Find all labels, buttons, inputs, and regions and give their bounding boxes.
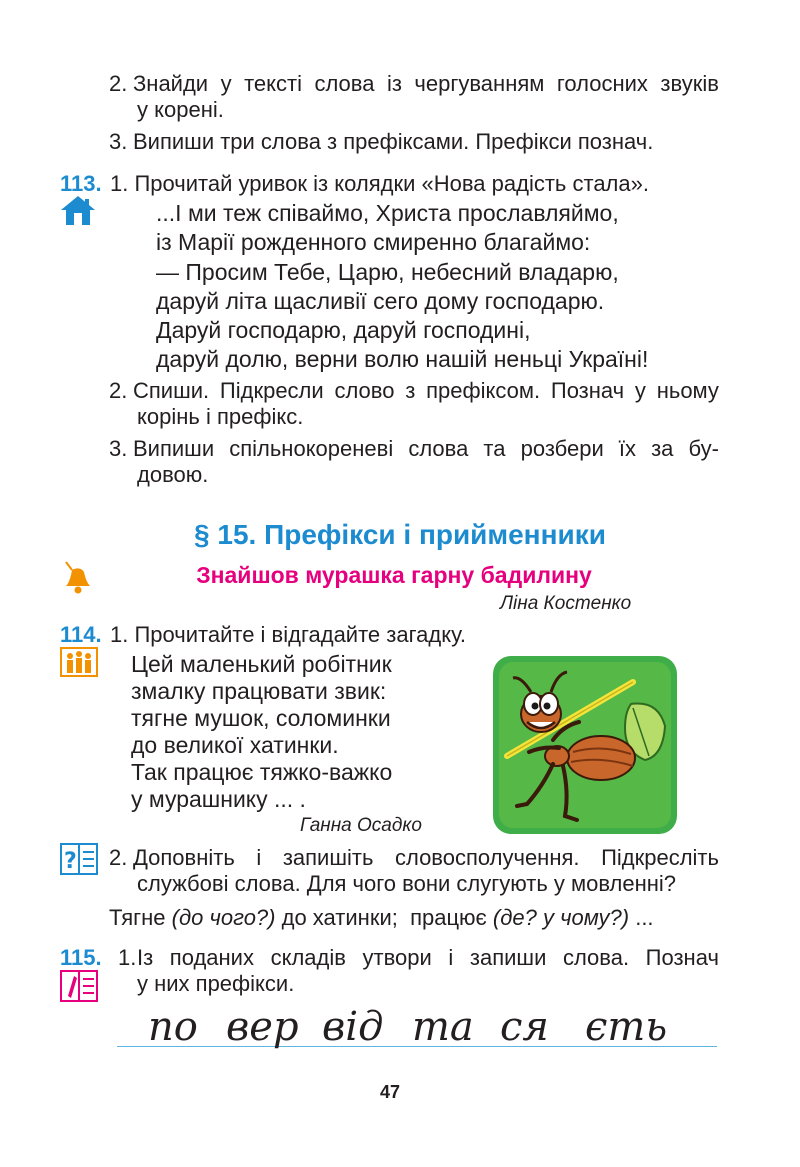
page-number: 47 xyxy=(380,1082,401,1102)
poem-line: ...І ми теж співаймо, Христа прославляймо, xyxy=(156,200,619,226)
word: Познач xyxy=(645,945,719,970)
word: слово xyxy=(334,378,395,403)
word: запишіть xyxy=(282,845,374,870)
word: і xyxy=(256,845,262,870)
word: та xyxy=(483,436,506,461)
poem-line: Так працює тяжко-важко xyxy=(131,759,393,785)
word: Із xyxy=(137,945,154,970)
exercise-114-task-2-number: 2. xyxy=(109,845,128,870)
syllable: по xyxy=(148,1004,198,1050)
poem-line: Цей маленький робітник xyxy=(131,651,392,677)
word: слова. xyxy=(562,945,630,970)
epigraph: Знайшов мурашка гарну бадилину xyxy=(196,562,592,588)
word: Спиши. xyxy=(133,378,210,403)
word: бу- xyxy=(688,436,719,461)
example-phrase xyxy=(109,905,654,931)
word: Випиши xyxy=(133,436,215,461)
riddle-poem xyxy=(131,651,392,813)
question-book-icon xyxy=(60,843,98,875)
exercise-114-task-2-line-2: службові слова. Для чого вони слугують у мовленні? xyxy=(137,871,677,896)
word: голосних xyxy=(556,71,648,96)
exercise-113-task-2-line-1 xyxy=(133,378,719,404)
writing-book-icon xyxy=(60,970,98,1002)
poem-line: змалку працювати звик: xyxy=(131,678,387,704)
word: звуків xyxy=(660,71,719,96)
word: складів xyxy=(270,945,346,970)
exercise-113-task-3-number: 3. xyxy=(109,436,128,461)
poem-line: Даруй господарю, даруй господині, xyxy=(156,317,531,344)
epigraph-author: Ліна Костенко xyxy=(500,593,632,614)
syllable: та xyxy=(412,1004,474,1050)
home-icon xyxy=(60,195,96,226)
word: і xyxy=(448,945,454,970)
word: Доповніть xyxy=(133,845,235,870)
word: Познач xyxy=(550,378,625,403)
exercise-115-task-1-number: 1. xyxy=(118,945,137,970)
word: за xyxy=(651,436,674,461)
phrase-part: до хатинки; працює xyxy=(275,905,493,930)
poem-line: даруй долю, верни волю нашій неньці Україні! xyxy=(156,346,649,373)
poem-line: даруй літа щасливії сего дому господарю. xyxy=(156,287,605,314)
word: утвори xyxy=(362,945,432,970)
word: спільнокореневі xyxy=(229,436,394,461)
exercise-113-task-2-line-2: корінь і префікс. xyxy=(137,404,304,429)
exercise-114-task-1: 1. Прочитайте і відгадайте загадку. xyxy=(110,622,466,647)
word: у xyxy=(634,378,646,403)
exercise-113-task-3-line-2: довою. xyxy=(137,462,209,487)
top-task-3-line-1: Випиши три слова з префіксами. Префікси познач. xyxy=(133,129,654,154)
riddle-author: Ганна Осадко xyxy=(300,815,422,836)
exercise-113-number: 113. xyxy=(60,171,102,196)
word: розбери xyxy=(520,436,604,461)
syllable: ся xyxy=(500,1004,549,1050)
exercise-113-task-1: 1. Прочитай уривок із колядки «Нова радість стала». xyxy=(110,171,649,196)
exercise-113-task-3-line-1 xyxy=(133,436,719,462)
word: префіксом. xyxy=(426,378,541,403)
exercise-115-task-1-line-2: у них префікси. xyxy=(137,971,295,996)
word: тексті xyxy=(244,71,302,96)
exercise-114-task-2-line-1 xyxy=(133,845,719,871)
exercise-114-number: 114. xyxy=(60,622,102,647)
word: слова xyxy=(314,71,375,96)
word: слова xyxy=(408,436,469,461)
reading-group-icon xyxy=(60,647,98,677)
top-task-3-number: 3. xyxy=(109,129,128,154)
word: словосполучення. xyxy=(394,845,580,870)
syllable: єть xyxy=(585,1004,668,1050)
poem-line: у мурашнику ... . xyxy=(131,786,306,812)
phrase-part: ... xyxy=(629,905,654,930)
phrase-question: (до чого?) xyxy=(171,905,276,930)
top-task-2-line-1 xyxy=(133,71,719,97)
word: поданих xyxy=(169,945,254,970)
top-task-2-number: 2. xyxy=(109,71,128,96)
poem-line: — Просим Тебе, Царю, небесний владарю, xyxy=(156,258,619,285)
exercise-115-number: 115. xyxy=(60,945,102,970)
exercise-113-poem xyxy=(156,199,648,375)
ant-illustration xyxy=(493,656,677,834)
word: ньому xyxy=(656,378,719,403)
poem-line: тягне мушок, соломинки xyxy=(131,705,391,731)
word: Підкресліть xyxy=(601,845,719,870)
word: їх xyxy=(618,436,636,461)
word: у xyxy=(220,71,232,96)
word: із xyxy=(386,71,402,96)
word: Знайди xyxy=(133,71,209,96)
section-title: § 15. Префікси і прийменники xyxy=(194,519,606,550)
exercise-115-task-1-line-1 xyxy=(137,945,719,971)
syllable: вер xyxy=(226,1004,299,1050)
word: запиши xyxy=(469,945,547,970)
phrase-question: (де? у чому?) xyxy=(492,905,630,930)
top-task-2-line-2: у корені. xyxy=(137,97,224,122)
svg-text:?: ? xyxy=(64,849,77,874)
phrase-part: Тягне xyxy=(109,905,172,930)
syllable: від xyxy=(322,1004,384,1050)
word: чергуванням xyxy=(414,71,545,96)
poem-line: до великої хатинки. xyxy=(131,732,339,758)
poem-line: із Марії рожденного смиренно благаймо: xyxy=(156,229,591,256)
exercise-113-task-2-number: 2. xyxy=(109,378,128,403)
word: з xyxy=(405,378,416,403)
word: Підкресли xyxy=(219,378,324,403)
